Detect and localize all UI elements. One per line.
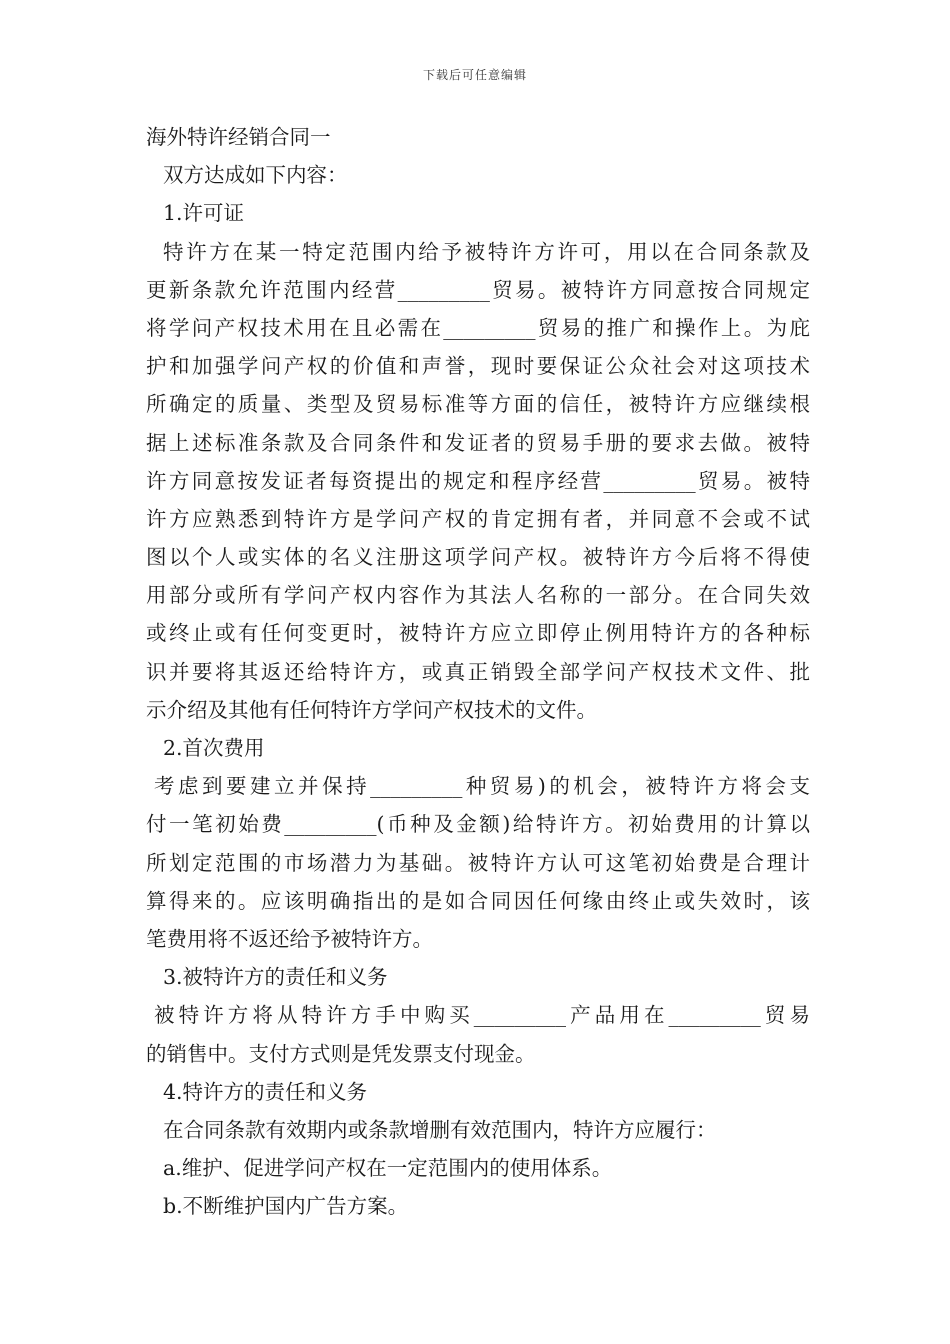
document-line: 用部分或所有学问产权内容作为其法人名称的一部分。在合同失效 [146, 583, 810, 608]
document-line: 算得来的。应该明确指出的是如合同因任何缘由终止或失效时，该 [146, 888, 810, 913]
document-body [146, 118, 810, 1225]
document-line: 识并要将其返还给特许方，或真正销毁全部学问产权技术文件、批 [146, 659, 810, 684]
document-line: 所确定的质量、类型及贸易标准等方面的信任，被特许方应继续根 [146, 392, 810, 417]
document-line: 4.特许方的责任和义务 [163, 1079, 368, 1104]
document-line: 在合同条款有效期内或条款增删有效范围内，特许方应履行： [163, 1117, 717, 1142]
page-header: 下载后可任意编辑 [422, 68, 527, 82]
document-line: 考虑到要建立并保持_________种贸易)的机会，被特许方将会支 [154, 774, 810, 799]
document-line: 特许方在某一特定范围内给予被特许方许可，用以在合同条款及 [163, 239, 810, 264]
document-line: 双方达成如下内容： [163, 163, 348, 188]
document-line: 被特许方将从特许方手中购买_________产品用在_________贸易 [154, 1003, 810, 1028]
document-lines [146, 156, 810, 1225]
document-line: 据上述标准条款及合同条件和发证者的贸易手册的要求去做。被特 [146, 430, 810, 455]
document-title: 海外特许经销合同一 [146, 125, 331, 149]
document-line: 示介绍及其他有任何特许方学问产权技术的文件。 [146, 697, 597, 722]
document-line: 3.被特许方的责任和义务 [163, 965, 388, 990]
document-line: 所划定范围的市场潜力为基础。被特许方认可这笔初始费是合理计 [146, 850, 810, 875]
document-line: 1.许可证 [163, 201, 245, 226]
document-line: 许方同意按发证者每资提出的规定和程序经营_________贸易。被特 [146, 468, 810, 493]
document-line: 笔费用将不返还给予被特许方。 [146, 926, 433, 951]
document-line: 付一笔初始费_________(币种及金额)给特许方。初始费用的计算以 [146, 812, 810, 837]
document-line: 将学问产权技术用在且必需在_________贸易的推广和操作上。为庇 [146, 315, 810, 340]
document-line: 许方应熟悉到特许方是学问产权的肯定拥有者，并同意不会或不试 [146, 506, 810, 531]
document-line: a.维护、促进学问产权在一定范围内的使用体系。 [163, 1156, 613, 1181]
document-line: 2.首次费用 [163, 736, 265, 760]
document-line: 或终止或有任何变更时，被特许方应立即停止例用特许方的各种标 [146, 621, 810, 646]
document-line: 护和加强学问产权的价值和声誉，现时要保证公众社会对这项技术 [146, 354, 810, 379]
document-line: 更新条款允许范围内经营_________贸易。被特许方同意按合同规定 [146, 277, 810, 302]
document-line: 图以个人或实体的名义注册这项学问产权。被特许方今后将不得使 [146, 545, 810, 570]
document-line: 的销售中。支付方式则是凭发票支付现金。 [146, 1041, 536, 1066]
document-line: b.不断维护国内广告方案。 [163, 1194, 409, 1219]
